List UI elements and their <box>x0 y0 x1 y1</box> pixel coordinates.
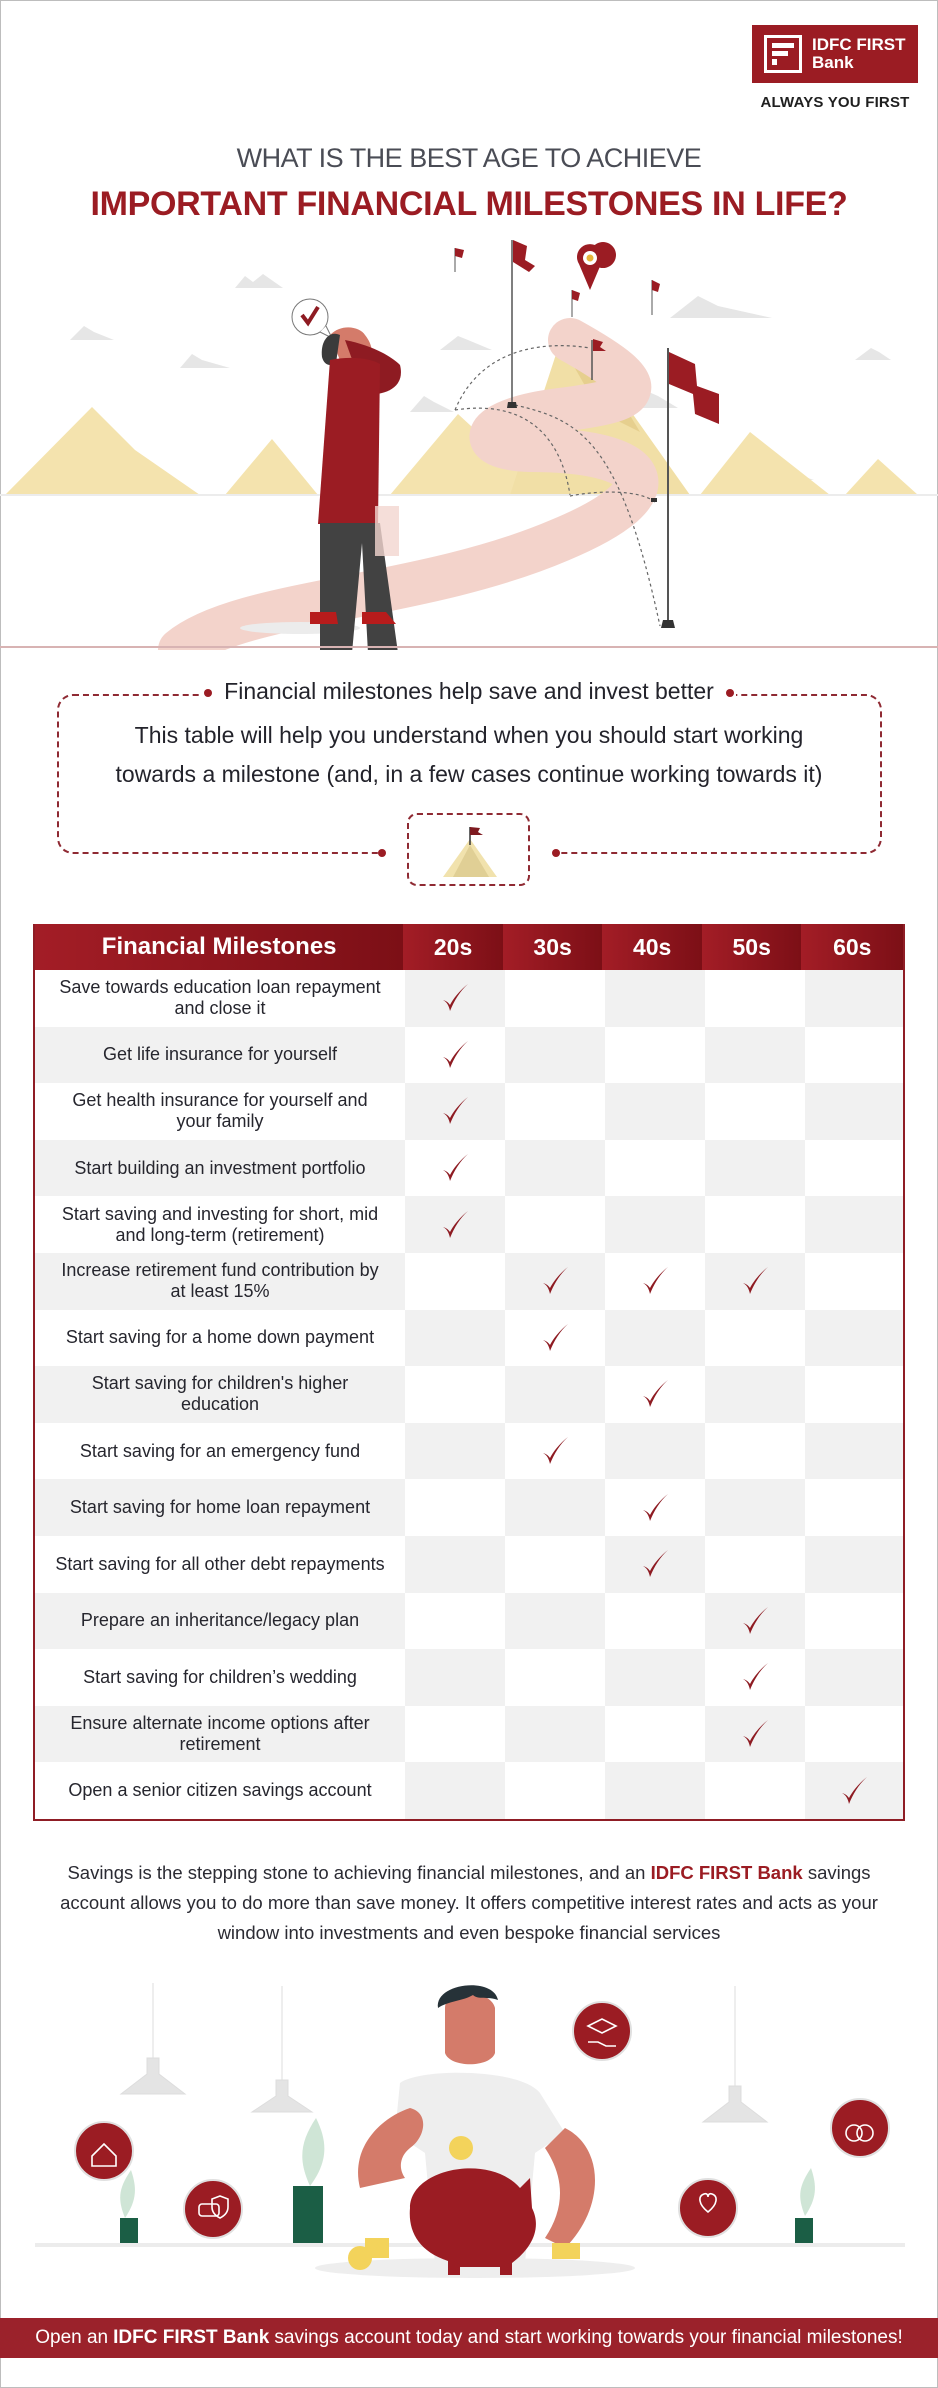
age-cell-20s <box>405 1253 505 1310</box>
age-cell-30s <box>505 1366 605 1423</box>
table-row <box>35 1423 903 1480</box>
age-cell-30s <box>505 1649 605 1706</box>
table-body <box>35 970 903 1819</box>
age-cell-60s <box>805 970 903 1027</box>
age-cell-40s <box>605 1196 705 1253</box>
milestone-label: Start saving for a home down payment <box>35 1310 405 1367</box>
checkmark-icon <box>638 1491 672 1525</box>
age-cell-30s <box>505 1423 605 1480</box>
age-cell-60s <box>805 1536 903 1593</box>
home-in-hand-icon <box>75 2122 133 2180</box>
age-cell-50s <box>705 1027 805 1084</box>
wedding-rings-icon <box>831 2099 889 2157</box>
age-cell-50s <box>705 1479 805 1536</box>
age-cell-60s <box>805 1706 903 1763</box>
age-cell-50s <box>705 1366 805 1423</box>
mountain-flag-icon <box>409 815 532 888</box>
milestone-label: Start saving for home loan repayment <box>35 1479 405 1536</box>
milestone-label: Open a senior citizen savings account <box>35 1762 405 1819</box>
savings-text-part2: savings account allows you to do more than save money. It offers competitive interest rates and acts as your window into investments and even bespoke financial services <box>60 1862 878 1943</box>
age-cell-20s <box>405 1479 505 1536</box>
hero-illustration <box>0 240 938 650</box>
age-cell-30s <box>505 1706 605 1763</box>
location-pin-icon <box>577 242 616 290</box>
table-row <box>35 1649 903 1706</box>
column-header-60s: 60s <box>801 924 903 970</box>
age-cell-40s <box>605 1479 705 1536</box>
age-cell-40s <box>605 970 705 1027</box>
page-title: IMPORTANT FINANCIAL MILESTONES IN LIFE? <box>90 185 848 223</box>
column-header-30s: 30s <box>503 924 603 970</box>
table-row <box>35 1253 903 1310</box>
column-header-40s: 40s <box>602 924 702 970</box>
intro-body <box>60 716 878 794</box>
checkmark-icon <box>438 1208 472 1242</box>
age-cell-40s <box>605 1310 705 1367</box>
age-cell-40s <box>605 1593 705 1650</box>
milestone-label: Start saving for all other debt repayments <box>35 1536 405 1593</box>
age-cell-60s <box>805 1310 903 1367</box>
age-cell-50s <box>705 970 805 1027</box>
table-row <box>35 1366 903 1423</box>
milestone-label: Get life insurance for yourself <box>35 1027 405 1084</box>
brand-name <box>812 36 906 72</box>
intro-heading-wrap <box>0 678 938 705</box>
savings-text-part1: Savings is the stepping stone to achieving financial milestones, and an <box>67 1862 651 1883</box>
age-cell-20s <box>405 1027 505 1084</box>
milestone-label: Start saving for children's higher education <box>35 1366 405 1423</box>
table-header <box>35 924 903 970</box>
age-cell-40s <box>605 1253 705 1310</box>
age-cell-20s <box>405 1593 505 1650</box>
checkmark-icon <box>538 1321 572 1355</box>
age-cell-50s <box>705 1423 805 1480</box>
age-cell-60s <box>805 1423 903 1480</box>
milestone-label: Start saving for children’s wedding <box>35 1649 405 1706</box>
age-cell-20s <box>405 1649 505 1706</box>
age-cell-60s <box>805 1762 903 1819</box>
age-cell-40s <box>605 1366 705 1423</box>
checkmark-icon <box>738 1660 772 1694</box>
age-cell-30s <box>505 1593 605 1650</box>
age-cell-50s <box>705 1310 805 1367</box>
age-cell-30s <box>505 1310 605 1367</box>
checkmark-icon <box>438 1038 472 1072</box>
age-cell-60s <box>805 1479 903 1536</box>
table-row <box>35 1083 903 1140</box>
age-cell-20s <box>405 1310 505 1367</box>
checkmark-icon <box>738 1264 772 1298</box>
age-cell-60s <box>805 1649 903 1706</box>
decorative-dot <box>552 849 560 857</box>
column-header-20s: 20s <box>403 924 503 970</box>
checkmark-icon <box>738 1604 772 1638</box>
checkmark-icon <box>638 1264 672 1298</box>
savings-paragraph <box>60 1858 878 1948</box>
age-cell-40s <box>605 1083 705 1140</box>
table-row <box>35 970 903 1027</box>
age-cell-20s <box>405 1366 505 1423</box>
milestone-label: Start saving and investing for short, mid and long-term (retirement) <box>35 1196 405 1253</box>
age-cell-20s <box>405 1706 505 1763</box>
piggy-bank-illustration <box>0 1968 938 2298</box>
brand-logo <box>752 25 918 83</box>
age-cell-30s <box>505 1253 605 1310</box>
age-cell-50s <box>705 1196 805 1253</box>
thought-bubble-check-icon <box>292 299 332 338</box>
column-header-50s: 50s <box>702 924 802 970</box>
cta-banner <box>0 2318 938 2358</box>
idfc-logo-mark-icon <box>764 35 802 73</box>
age-cell-60s <box>805 1140 903 1197</box>
savings-text-brand: IDFC FIRST Bank <box>650 1862 803 1883</box>
age-cell-60s <box>805 1196 903 1253</box>
cta-text-part2: savings account today and start working towards your financial milestones! <box>274 2327 903 2348</box>
milestone-label: Ensure alternate income options after retirement <box>35 1706 405 1763</box>
age-cell-60s <box>805 1027 903 1084</box>
milestone-label: Prepare an inheritance/legacy plan <box>35 1593 405 1650</box>
age-cell-60s <box>805 1083 903 1140</box>
brand-name-line1: IDFC FIRST <box>812 35 906 54</box>
age-cell-40s <box>605 1762 705 1819</box>
age-cell-40s <box>605 1140 705 1197</box>
age-cell-30s <box>505 1196 605 1253</box>
cta-text-brand: IDFC FIRST Bank <box>113 2327 270 2348</box>
age-cell-50s <box>705 1253 805 1310</box>
mountain-flag-badge <box>407 813 530 886</box>
table-row <box>35 1310 903 1367</box>
age-cell-50s <box>705 1706 805 1763</box>
age-cell-60s <box>805 1366 903 1423</box>
checkmark-icon <box>438 1094 472 1128</box>
age-cell-60s <box>805 1253 903 1310</box>
brand-name-line2: Bank <box>812 53 854 72</box>
table-row <box>35 1593 903 1650</box>
milestone-label: Get health insurance for yourself and your family <box>35 1083 405 1140</box>
person-with-piggy-bank <box>348 1985 595 2275</box>
age-cell-20s <box>405 1196 505 1253</box>
car-insurance-icon <box>184 2180 242 2238</box>
age-cell-20s <box>405 1762 505 1819</box>
table-row <box>35 1479 903 1536</box>
checkmark-icon <box>638 1377 672 1411</box>
age-cell-30s <box>505 1140 605 1197</box>
milestone-label: Start saving for an emergency fund <box>35 1423 405 1480</box>
age-cell-20s <box>405 1423 505 1480</box>
checkmark-icon <box>538 1264 572 1298</box>
checkmark-icon <box>538 1434 572 1468</box>
checkmark-icon <box>638 1547 672 1581</box>
checkmark-icon <box>438 1151 472 1185</box>
intro-heading: Financial milestones help save and invest better <box>202 678 736 705</box>
milestone-label: Save towards education loan repayment and close it <box>35 970 405 1027</box>
milestone-label: Start building an investment portfolio <box>35 1140 405 1197</box>
page-subtitle: WHAT IS THE BEST AGE TO ACHIEVE <box>236 143 702 173</box>
age-cell-60s <box>805 1593 903 1650</box>
age-cell-50s <box>705 1536 805 1593</box>
brand-tagline: ALWAYS YOU FIRST <box>760 94 910 111</box>
column-header-milestones: Financial Milestones <box>35 924 403 970</box>
table-row <box>35 1762 903 1819</box>
age-cell-20s <box>405 1536 505 1593</box>
age-cell-30s <box>505 970 605 1027</box>
age-cell-50s <box>705 1762 805 1819</box>
age-cell-40s <box>605 1536 705 1593</box>
table-row <box>35 1196 903 1253</box>
age-cell-30s <box>505 1083 605 1140</box>
age-cell-50s <box>705 1649 805 1706</box>
table-row <box>35 1027 903 1084</box>
table-row <box>35 1140 903 1197</box>
milestones-table <box>33 924 905 1821</box>
age-cell-50s <box>705 1083 805 1140</box>
age-cell-20s <box>405 970 505 1027</box>
table-row <box>35 1536 903 1593</box>
checkmark-icon <box>438 981 472 1015</box>
age-cell-40s <box>605 1027 705 1084</box>
cta-text-part1: Open an <box>35 2327 109 2348</box>
age-cell-40s <box>605 1649 705 1706</box>
milestone-label: Increase retirement fund contribution by at least 15% <box>35 1253 405 1310</box>
age-cell-20s <box>405 1140 505 1197</box>
age-cell-40s <box>605 1423 705 1480</box>
intro-body-line2: towards a milestone (and, in a few cases continue working towards it) <box>115 761 823 787</box>
graduation-cap-in-hand-icon <box>573 2002 631 2060</box>
intro-body-line1: This table will help you understand when you should start working <box>134 722 804 748</box>
age-cell-30s <box>505 1762 605 1819</box>
age-cell-50s <box>705 1140 805 1197</box>
age-cell-30s <box>505 1479 605 1536</box>
age-cell-20s <box>405 1083 505 1140</box>
table-row <box>35 1706 903 1763</box>
age-cell-50s <box>705 1593 805 1650</box>
checkmark-icon <box>738 1717 772 1751</box>
checkmark-icon <box>837 1774 871 1808</box>
decorative-dot <box>378 849 386 857</box>
health-heart-in-hands-icon <box>679 2179 737 2237</box>
age-cell-40s <box>605 1706 705 1763</box>
age-cell-30s <box>505 1536 605 1593</box>
age-cell-30s <box>505 1027 605 1084</box>
